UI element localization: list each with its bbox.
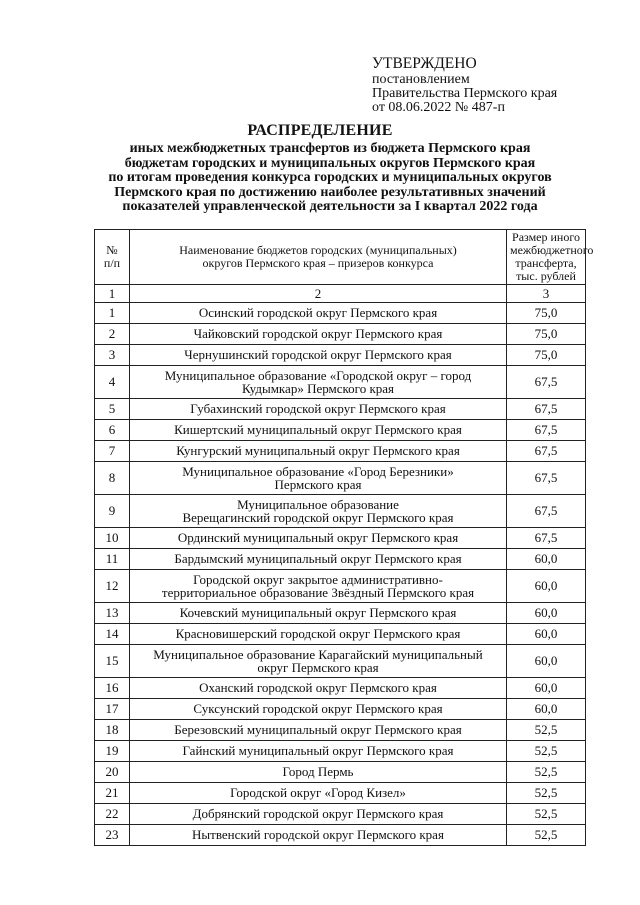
district-name-line: Муниципальное образование Карагайский муниципальный	[153, 646, 483, 662]
table-row	[95, 324, 586, 345]
approval-stamp	[372, 55, 634, 115]
district-name-line: Оханский городской округ Пермского края	[199, 680, 437, 696]
header-name: Наименование бюджетов городских (муниципальных) округов Пермского края – призеров конкурса	[130, 230, 507, 285]
subtitle-line: показателей управленческой деятельности за I квартал 2022 года	[122, 199, 538, 214]
table-row	[95, 549, 586, 570]
document-title: РАСПРЕДЕЛЕНИЕ	[247, 122, 393, 139]
row-number: 2	[95, 324, 130, 345]
district-name	[130, 399, 507, 420]
district-name-line: Чернушинский городской округ Пермского края	[184, 347, 452, 363]
header-number: № п/п	[95, 230, 130, 285]
district-name	[130, 570, 507, 603]
transfer-amount: 67,5	[507, 399, 586, 420]
subtitle-line: иных межбюджетных трансфертов из бюджета Пермского края	[129, 141, 531, 156]
table-row	[95, 345, 586, 366]
table-row	[95, 645, 586, 678]
table-row	[95, 495, 586, 528]
district-name-line: Городской округ закрытое административно-	[193, 571, 443, 587]
district-name	[130, 783, 507, 804]
district-name	[130, 741, 507, 762]
district-name	[130, 825, 507, 846]
subtitle-line: Пермского края по достижению наиболее результативных значений	[114, 184, 546, 200]
table-row	[95, 366, 586, 399]
transfer-amount: 60,0	[507, 549, 586, 570]
document-subtitle	[60, 142, 600, 215]
row-number: 15	[95, 645, 130, 678]
header-amount: Размер иного межбюджетного трансферта, тыс. рублей	[507, 230, 586, 285]
row-number: 14	[95, 624, 130, 645]
district-name	[130, 762, 507, 783]
row-number: 6	[95, 420, 130, 441]
district-name	[130, 678, 507, 699]
district-name-line: Красновишерский городской округ Пермского края	[175, 626, 461, 642]
district-name	[130, 699, 507, 720]
index-cell: 3	[507, 285, 586, 303]
row-number: 7	[95, 441, 130, 462]
row-number: 16	[95, 678, 130, 699]
district-name	[130, 345, 507, 366]
row-number: 13	[95, 603, 130, 624]
district-name	[130, 645, 507, 678]
transfer-amount: 60,0	[507, 645, 586, 678]
transfer-amount: 67,5	[507, 495, 586, 528]
row-number: 17	[95, 699, 130, 720]
transfer-amount: 52,5	[507, 804, 586, 825]
table-row	[95, 420, 586, 441]
column-index-row	[95, 285, 586, 303]
table-row	[95, 783, 586, 804]
row-number: 12	[95, 570, 130, 603]
transfer-amount: 67,5	[507, 441, 586, 462]
index-cell: 2	[130, 285, 507, 303]
row-number: 23	[95, 825, 130, 846]
row-number: 19	[95, 741, 130, 762]
approval-line: постановлением	[372, 72, 470, 87]
district-name	[130, 720, 507, 741]
district-name-line: Березовский муниципальный округ Пермского края	[174, 722, 462, 738]
table-body	[95, 303, 586, 846]
row-number: 5	[95, 399, 130, 420]
transfer-amount: 75,0	[507, 324, 586, 345]
row-number: 21	[95, 783, 130, 804]
transfer-amount: 67,5	[507, 366, 586, 399]
district-name-line: Бардымский муниципальный округ Пермского края	[174, 551, 462, 567]
district-name-line: Городской округ «Город Кизел»	[230, 785, 406, 801]
row-number: 3	[95, 345, 130, 366]
district-name-line: Ординский муниципальный округ Пермского края	[177, 530, 459, 546]
row-number: 20	[95, 762, 130, 783]
index-cell: 1	[95, 285, 130, 303]
table-row	[95, 762, 586, 783]
transfer-amount: 60,0	[507, 570, 586, 603]
district-name-line: Муниципальное образование	[237, 496, 399, 512]
transfer-amount: 60,0	[507, 603, 586, 624]
district-name-line: Муниципальное образование «Город Березники»	[182, 463, 454, 479]
table-row	[95, 825, 586, 846]
row-number: 4	[95, 366, 130, 399]
transfer-amount: 75,0	[507, 345, 586, 366]
subtitle-line: бюджетам городских и муниципальных округов Пермского края	[124, 155, 536, 171]
district-name-line: округ Пермского края	[257, 660, 379, 675]
table-row	[95, 741, 586, 762]
district-name	[130, 804, 507, 825]
district-name-line: Нытвенский городской округ Пермского края	[192, 827, 444, 843]
transfer-amount: 60,0	[507, 624, 586, 645]
transfer-amount: 60,0	[507, 678, 586, 699]
row-number: 22	[95, 804, 130, 825]
approval-head: УТВЕРЖДЕНО	[372, 55, 477, 72]
district-name-line: Верещагинский городской округ Пермского края	[182, 510, 454, 525]
district-name	[130, 624, 507, 645]
table-row	[95, 570, 586, 603]
distribution-table	[94, 229, 594, 846]
transfer-amount: 52,5	[507, 825, 586, 846]
district-name-line: Добрянский городской округ Пермского края	[192, 806, 444, 822]
table-header-row	[95, 230, 586, 285]
district-name-line: Кочевский муниципальный округ Пермского края	[179, 605, 457, 621]
district-name-line: Кунгурский муниципальный округ Пермского края	[176, 443, 460, 459]
transfer-amount: 52,5	[507, 762, 586, 783]
subtitle-line: по итогам проведения конкурса городских и муниципальных округов	[108, 170, 552, 185]
row-number: 8	[95, 462, 130, 495]
table-row	[95, 528, 586, 549]
district-name-line: Губахинский городской округ Пермского края	[190, 401, 446, 417]
district-name-line: Муниципальное образование «Городской округ – город	[164, 367, 472, 383]
table-row	[95, 462, 586, 495]
district-name	[130, 420, 507, 441]
table-row	[95, 603, 586, 624]
transfer-amount: 52,5	[507, 783, 586, 804]
district-name-line: территориальное образование Звёздный Пермского края	[161, 585, 475, 600]
table-row	[95, 678, 586, 699]
row-number: 10	[95, 528, 130, 549]
transfer-amount: 52,5	[507, 741, 586, 762]
transfer-amount: 52,5	[507, 720, 586, 741]
transfer-amount: 67,5	[507, 462, 586, 495]
transfer-amount: 67,5	[507, 528, 586, 549]
district-name	[130, 324, 507, 345]
transfer-amount: 60,0	[507, 699, 586, 720]
row-number: 11	[95, 549, 130, 570]
approval-line: от 08.06.2022 № 487-п	[372, 100, 505, 115]
district-name-line: Кишертский муниципальный округ Пермского края	[174, 422, 462, 438]
district-name	[130, 528, 507, 549]
district-name-line: Суксунский городской округ Пермского края	[193, 701, 443, 717]
row-number: 18	[95, 720, 130, 741]
table-row	[95, 303, 586, 324]
table-row	[95, 441, 586, 462]
transfer-amount: 75,0	[507, 303, 586, 324]
row-number: 9	[95, 495, 130, 528]
row-number: 1	[95, 303, 130, 324]
table-row	[95, 624, 586, 645]
district-name-line: Гайнский муниципальный округ Пермского края	[182, 743, 454, 759]
district-name-line: Осинский городской округ Пермского края	[198, 305, 438, 321]
district-name	[130, 462, 507, 495]
table-row	[95, 804, 586, 825]
district-name	[130, 495, 507, 528]
district-name	[130, 441, 507, 462]
district-name	[130, 549, 507, 570]
district-name	[130, 366, 507, 399]
table-row	[95, 720, 586, 741]
table-row	[95, 399, 586, 420]
district-name-line: Город Пермь	[282, 764, 354, 780]
district-name	[130, 603, 507, 624]
district-name-line: Чайковский городской округ Пермского края	[193, 326, 443, 342]
approval-line: Правительства Пермского края	[372, 86, 558, 101]
table-row	[95, 699, 586, 720]
district-name-line: Пермского края	[274, 477, 362, 492]
district-name	[130, 303, 507, 324]
district-name-line: Кудымкар» Пермского края	[241, 381, 395, 396]
transfer-amount: 67,5	[507, 420, 586, 441]
